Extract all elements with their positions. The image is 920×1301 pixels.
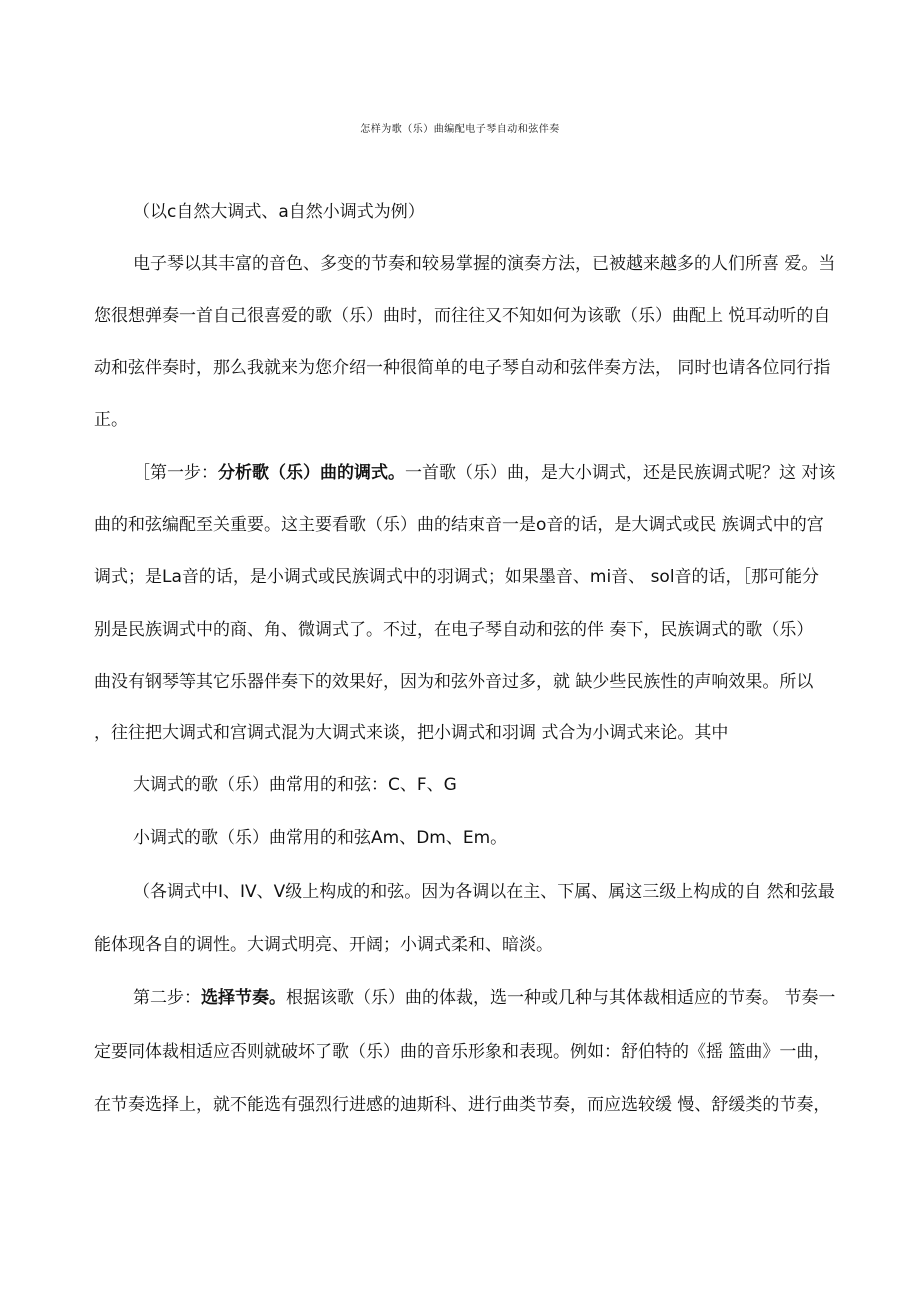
step2-prefix: 第二步： bbox=[133, 988, 201, 1008]
intro-line-2: 您很想弹奏一首自己很喜爱的歌（乐）曲时，而往往又不知如何为该歌（乐）曲配上 悦耳动听的自 bbox=[94, 306, 831, 326]
step2-line-1-rest: 根据该歌（乐）曲的体裁，选一种或几种与其体裁相适应的节奏。 节奏一 bbox=[286, 988, 836, 1008]
step2-heading: 选择节奏。 bbox=[201, 988, 286, 1008]
major-chords-line: 大调式的歌（乐）曲常用的和弦：C、F、G bbox=[133, 775, 457, 795]
step1-line-6: ，往往把大调式和宫调式混为大调式来谈，把小调式和羽调 式合为小调式来论。其中 bbox=[94, 723, 729, 743]
note-line-1: （各调式中I、IV、V级上构成的和弦。因为各调以在主、下属、属这三级上构成的自 然和弦最 bbox=[133, 882, 835, 902]
step2-line-2: 定要同体裁相适应否则就破坏了歌（乐）曲的音乐形象和表现。例如：舒伯特的《摇 篮曲》一曲， bbox=[94, 1042, 831, 1062]
step1-prefix: ［第一步： bbox=[133, 463, 218, 483]
step1-line-1-rest: 一首歌（乐）曲，是大小调式，还是民族调式呢？这 对该 bbox=[405, 463, 836, 483]
note-line-2: 能体现各自的调性。大调式明亮、开阔；小调式柔和、暗淡。 bbox=[94, 935, 553, 955]
intro-line-4: 正。 bbox=[94, 410, 128, 430]
document-title: 怎样为歌（乐）曲编配电子琴自动和弦伴奏 bbox=[360, 124, 560, 135]
step1-line-5: 曲没有钢琴等其它乐器伴奏下的效果好，因为和弦外音过多，就 缺少些民族性的声响效果。所以 bbox=[94, 672, 814, 692]
intro-line-1: 电子琴以其丰富的音色、多变的节奏和较易掌握的演奏方法，已被越来越多的人们所喜 爱。当 bbox=[133, 254, 836, 274]
step1-line-4: 别是民族调式中的商、角、微调式了。不过，在电子琴自动和弦的伴 奏下，民族调式的歌（乐） bbox=[94, 620, 814, 640]
step2-line-1 bbox=[133, 986, 835, 1010]
step1-line-1 bbox=[133, 461, 835, 485]
subtitle: （以c自然大调式、a自然小调式为例） bbox=[133, 202, 425, 222]
step1-line-3: 调式；是La音的话，是小调式或民族调式中的羽调式；如果墨音、mi音、 sol音的话，［那可能分 bbox=[94, 567, 820, 587]
intro-line-3: 动和弦伴奏时，那么我就来为您介绍一种很简单的电子琴自动和弦伴奏方法， 同时也请各位同行指 bbox=[94, 358, 831, 378]
step1-heading: 分析歌（乐）曲的调式。 bbox=[218, 463, 405, 483]
minor-chords-line: 小调式的歌（乐）曲常用的和弦Am、Dm、Em。 bbox=[133, 828, 508, 848]
step1-line-2: 曲的和弦编配至关重要。这主要看歌（乐）曲的结束音一是o音的话，是大调式或民 族调式中的宫 bbox=[94, 515, 824, 535]
step2-line-3: 在节奏选择上，就不能选有强烈行进感的迪斯科、进行曲类节奏，而应选较缓 慢、舒缓类的节奏， bbox=[94, 1095, 831, 1115]
